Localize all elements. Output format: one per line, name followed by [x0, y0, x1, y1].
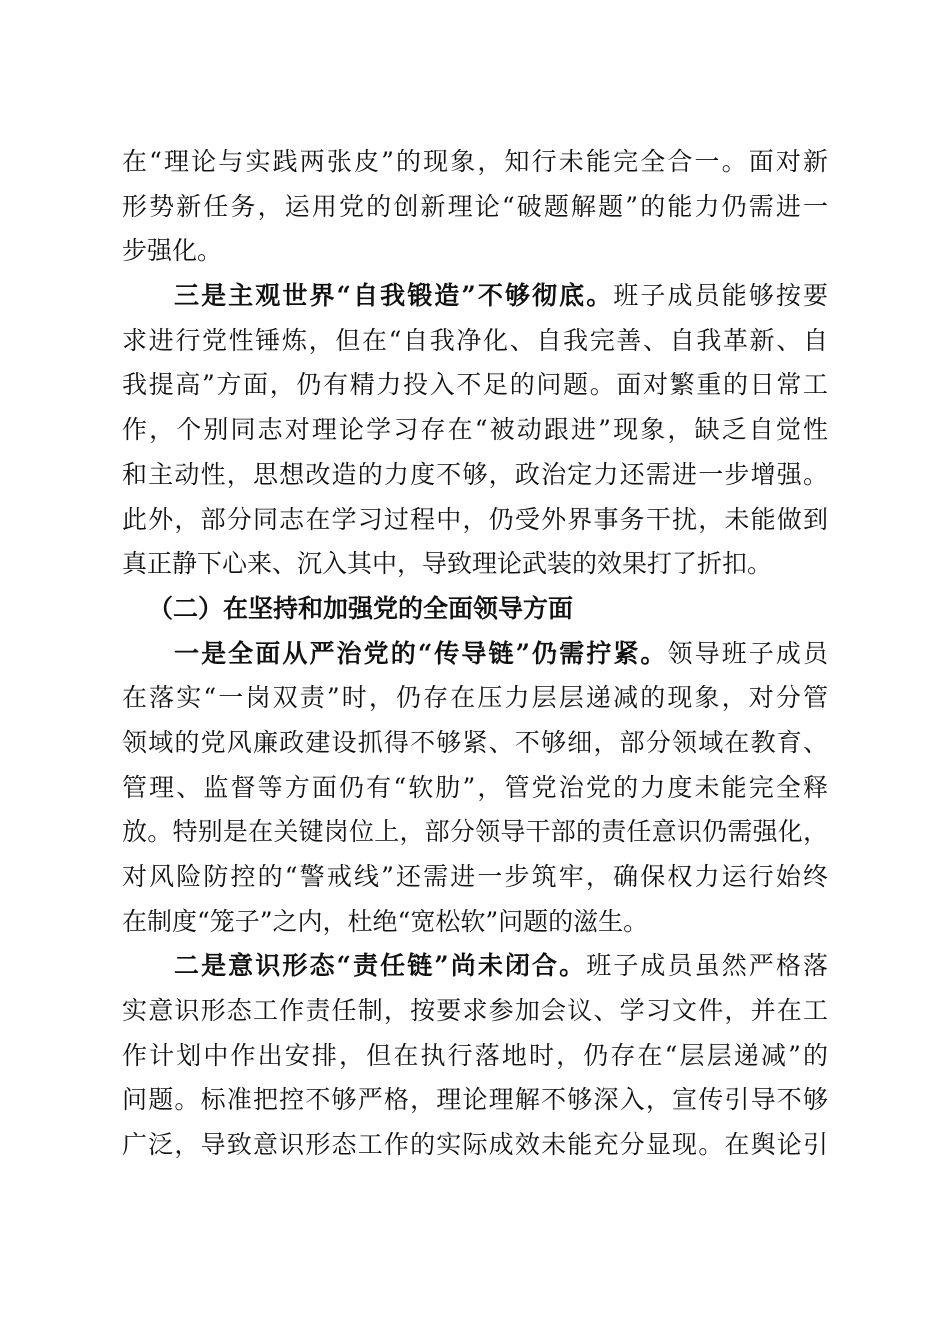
line-text: 我提高”方面，仍有精力投入不足的问题。面对繁重的日常工: [122, 370, 828, 400]
text-line: [122, 1123, 828, 1168]
text-line: [122, 319, 828, 364]
line-text: 真正静下心来、沉入其中，导致理论武装的效果打了折扣。: [122, 549, 773, 579]
line-text: 实意识形态工作责任制，按要求参加会议、学习文件，并在工: [122, 996, 828, 1026]
text-line: [122, 989, 828, 1034]
text-line: [122, 274, 828, 319]
text-line: [122, 542, 828, 587]
text-line: [122, 810, 828, 855]
line-text: 在“理论与实践两张皮”的现象，知行未能完全合一。面对新: [122, 147, 828, 176]
line-text: 领导班子成员: [667, 638, 828, 668]
line-text: 求进行党性锤炼，但在“自我净化、自我完善、自我革新、自: [122, 325, 828, 355]
line-text: 管理、监督等方面仍有“软肋”，管党治党的力度未能完全释: [122, 772, 828, 802]
text-line: [122, 185, 828, 230]
text-line: [122, 140, 828, 185]
text-line: [122, 408, 828, 453]
line-text: 广泛，导致意识形态工作的实际成效未能充分显现。在舆论引: [122, 1130, 828, 1160]
line-text: 形势新任务，运用党的创新理论“破题解题”的能力仍需进一: [122, 191, 828, 221]
line-text: 步强化。: [122, 236, 223, 266]
line-text: 和主动性，思想改造的力度不够，政治定力还需进一步增强。: [122, 459, 828, 489]
line-text: 作计划中作出安排，但在执行落地时，仍存在“层层递减”的: [122, 1040, 828, 1070]
section-heading: [122, 587, 828, 632]
text-line: [122, 363, 828, 408]
line-text: 班子成员能够按要: [613, 281, 828, 311]
text-line: [122, 229, 828, 274]
section-lead: 三是主观世界“自我锻造”不够彻底。: [174, 281, 614, 311]
text-line: [122, 498, 828, 543]
text-line: [122, 1078, 828, 1123]
line-text: 此外，部分同志在学习过程中，仍受外界事务干扰，未能做到: [122, 504, 828, 534]
text-line: [122, 632, 828, 677]
line-text: 对风险防控的“警戒线”还需进一步筑牢，确保权力运行始终: [122, 862, 828, 891]
text-line: [122, 721, 828, 766]
line-text: 在落实“一岗双责”时，仍存在压力层层递减的现象，对分管: [122, 683, 828, 713]
line-text: 作，个别同志对理论学习存在“被动跟进”现象，缺乏自觉性: [122, 415, 828, 445]
section-lead: 一是全面从严治党的“传导链”仍需拧紧。: [174, 638, 668, 668]
text-line: [122, 453, 828, 498]
line-text: 在制度“笼子”之内，杜绝“宽松软”问题的滋生。: [122, 906, 649, 936]
line-text: 班子成员虽然严格落: [586, 951, 828, 981]
text-line: [122, 676, 828, 721]
text-line: [122, 855, 828, 900]
text-line: [122, 1034, 828, 1079]
heading-text: （二）在坚持和加强党的全面领导方面: [148, 593, 574, 623]
line-text: 问题。标准把控不够严格，理论理解不够深入，宣传引导不够: [122, 1085, 828, 1115]
text-line: [122, 944, 828, 989]
text-line: [122, 900, 828, 945]
text-line: [122, 766, 828, 811]
document-body: [122, 140, 828, 1168]
line-text: 放。特别是在关键岗位上，部分领导干部的责任意识仍需强化，: [122, 817, 828, 847]
line-text: 领域的党风廉政建设抓得不够紧、不够细，部分领域在教育、: [122, 727, 828, 757]
section-lead: 二是意识形态“责任链”尚未闭合。: [174, 951, 587, 981]
